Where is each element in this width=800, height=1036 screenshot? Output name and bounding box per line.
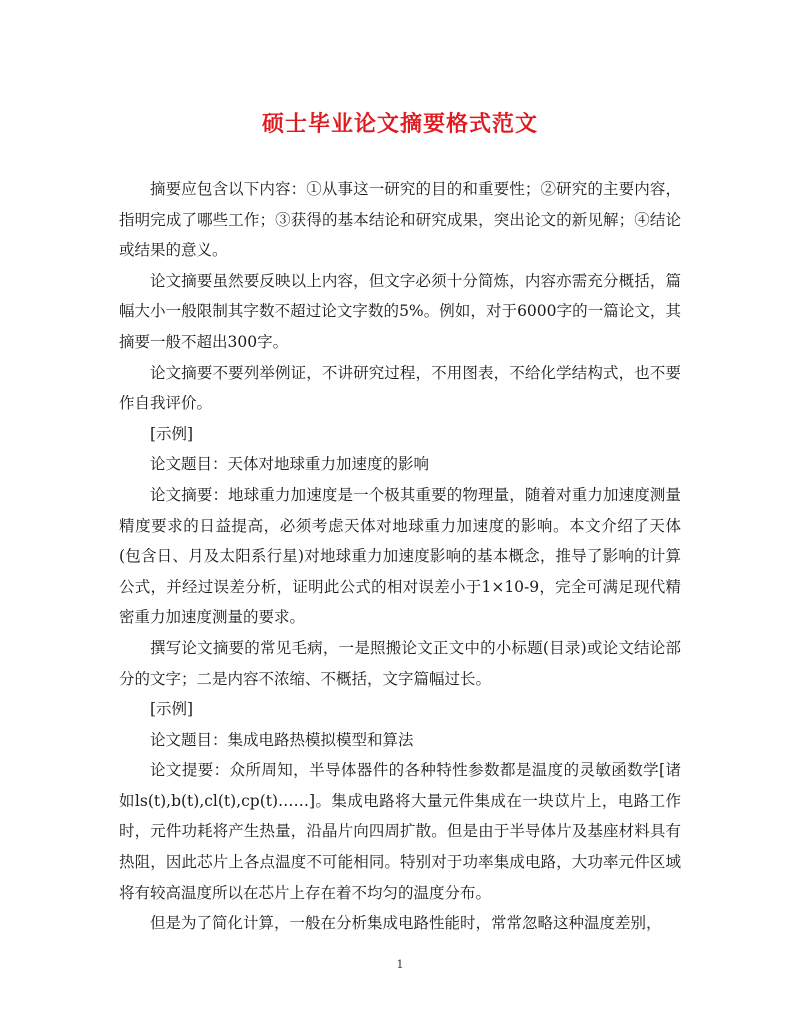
example-abstract-1: 论文摘要：地球重力加速度是一个极其重要的物理量，随着对重力加速度测量精度要求的日益提高，必须考虑天体对地球重力加速度的影响。本文介绍了天体(包含日、月及太阳系行星)对地球重力加速度影响的基本概念，推导了影响的计算公式，并经过误差分析，证明此公式的相对误差小于1×10-9，完全可满足现代精密重力加速度测量的要求。 — [119, 485, 681, 627]
page-number: 1 — [396, 958, 404, 971]
document-title: 硕士毕业论文摘要格式范文 — [261, 111, 538, 137]
paragraph-common-mistakes: 撰写论文摘要的常见毛病，一是照搬论文正文中的小标题(目录)或论文结论部分的文字；二是内容不浓缩、不概括，文字篇幅过长。 — [119, 638, 681, 688]
document-body — [119, 174, 681, 939]
example-title-2: 论文题目：集成电路热模拟模型和算法 — [150, 730, 414, 749]
example-label: [示例] — [150, 700, 194, 719]
paragraph-abstract-length: 论文摘要虽然要反映以上内容，但文字必须十分简炼，内容亦需充分概括，篇幅大小一般限制其字数不超过论文字数的5%。例如，对于6000字的一篇论文，其摘要一般不超出300字。 — [119, 271, 681, 351]
example-title-1: 论文题目：天体对地球重力加速度的影响 — [150, 455, 430, 474]
example-label: [示例] — [150, 424, 194, 443]
example-abstract-2: 论文提要：众所周知，半导体器件的各种特性参数都是温度的灵敏函数学[诸如ls(t),b(t),cl(t),cp(t)……]。集成电路将大量元件集成在一块苡片上，电路工作时，元件功耗将产生热量，沿晶片向四周扩散。但是由于半导体片及基座材料具有热阻，因此芯片上各点温度不可能相同。特别对于功率集成电路，大功率元件区域将有较高温度所以在芯片上存在着不均匀的温度分布。 — [119, 761, 681, 902]
paragraph-continued: 但是为了简化计算，一般在分析集成电路性能时，常常忽略这种温度差别， — [150, 914, 662, 933]
paragraph-abstract-contents: 摘要应包含以下内容：①从事这一研究的目的和重要性；②研究的主要内容，指明完成了哪些工作；③获得的基本结论和研究成果，突出论文的新见解；④结论或结果的意义。 — [119, 180, 681, 260]
paragraph-abstract-restrictions: 论文摘要不要列举例证，不讲研究过程，不用图表，不给化学结构式，也不要作自我评价。 — [119, 363, 681, 413]
